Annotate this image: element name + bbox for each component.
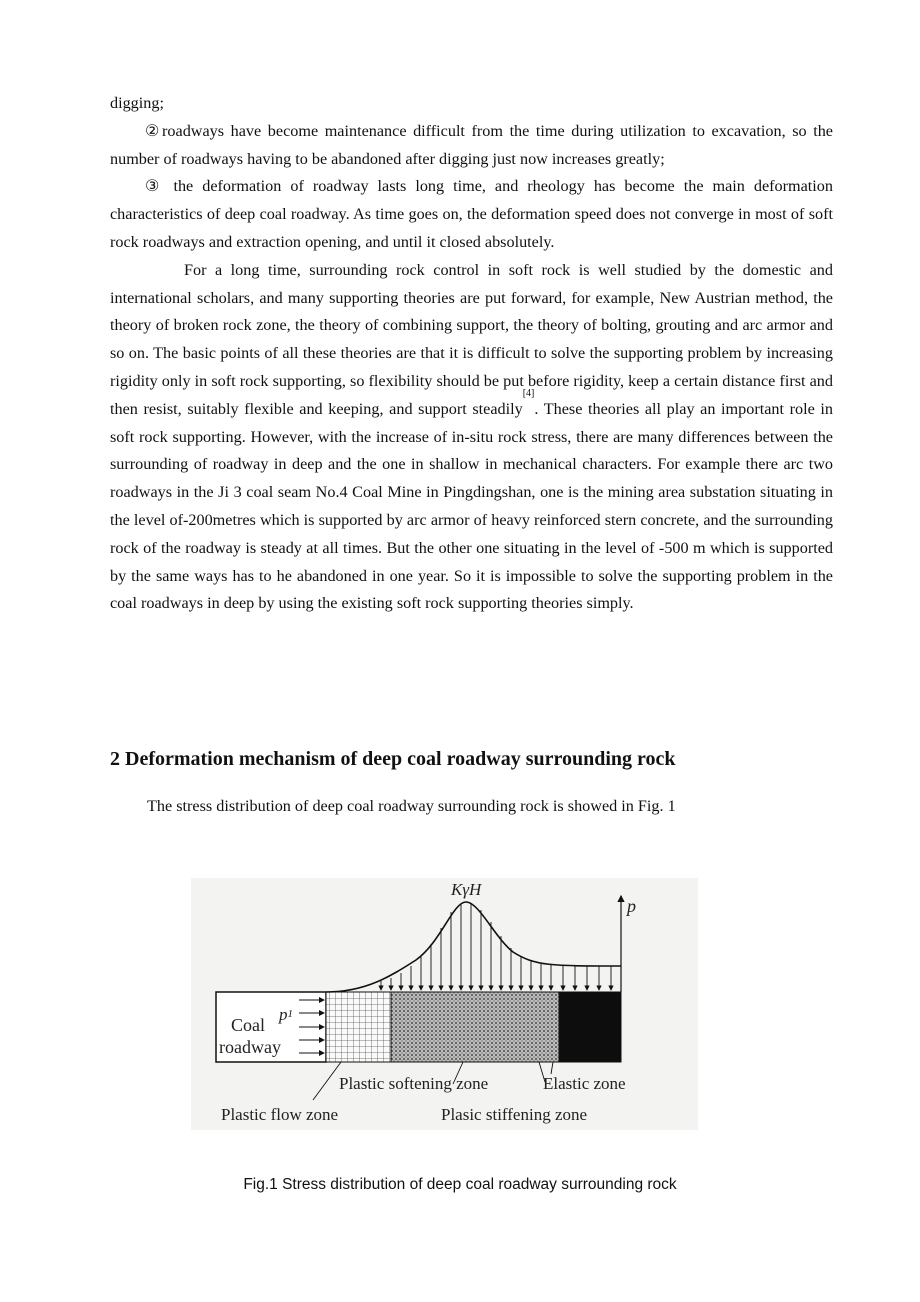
body-text-top <box>110 90 833 618</box>
paragraph-text: For a long time, surrounding rock control in soft rock is well studied by the domestic and international scholars, and many supporting theories are put forward, for example, New Austrian method, the theory of broken rock zone, the theory of combining support, the theory of bolting, grouting and arc armor and so on. The basic points of all these theories are that it is difficult to solve the supporting problem by increasing rigidity only in soft rock supporting, so flexibility should be put before rigidity, keep a certain distance first and then resist, suitably flexible and keeping, and support steadily <box>110 260 833 418</box>
paragraph <box>110 257 833 618</box>
stress-curve <box>326 902 621 992</box>
plastic-softening-zone-area <box>391 992 559 1062</box>
paragraph-text: . These theories all play an important role in soft rock supporting. However, with the increase of in-situ rock stress, there are many differences between the surrounding of roadway in deep and the one in shallow in mechanical characters. For example there arc two roadways in the Ji 3 coal seam No.4 Coal Mine in Pingdingshan, one is the mining area substation situating in the level of-200metres which is supported by arc armor of heavy reinforced stern concrete, and the surrounding rock of the roadway is steady at all times. But the other one situating in the level of -500 m which is supported by the same ways has to he abandoned in one year. So it is impossible to solve the supporting problem in the coal roadways in deep by using the existing soft rock supporting theories simply. <box>110 399 833 613</box>
peak-label: KγH <box>451 880 482 899</box>
zone-softening-label: Plastic softening zone <box>339 1074 489 1093</box>
p1-label: p1 <box>279 1005 293 1024</box>
roadway-label: roadway <box>219 1037 281 1057</box>
paragraph: digging; <box>110 94 164 112</box>
plastic-flow-zone-area <box>326 992 391 1062</box>
stress-arrows <box>381 904 611 990</box>
zone-stiffening-label: Plasic stiffening zone <box>441 1105 588 1124</box>
paragraph: ②roadways have become maintenance difficult from the time during utilization to excavation, so the number of roadways having to be abandoned after digging just now increases greatly; <box>110 121 833 168</box>
elastic-zone-area <box>559 992 621 1062</box>
paragraph: ③ the deformation of roadway lasts long time, and rheology has become the main deformation characteristics of deep coal roadway. As time goes on, the deformation speed does not converge in most of soft rock roadways and extraction opening, and until it closed absolutely. <box>110 177 833 251</box>
citation[interactable]: [4] <box>522 387 535 399</box>
figure-stress-distribution <box>191 878 698 1130</box>
axis-label: p <box>627 896 636 916</box>
section-intro: The stress distribution of deep coal roadway surrounding rock is showed in Fig. 1 <box>147 797 676 815</box>
figure-caption: Fig.1 Stress distribution of deep coal roadway surrounding rock <box>243 1176 677 1193</box>
section-heading: 2 Deformation mechanism of deep coal roadway surrounding rock <box>110 748 676 770</box>
zone-flow-label: Plastic flow zone <box>221 1105 339 1124</box>
coal-label: Coal <box>231 1015 265 1035</box>
zone-elastic-label: Elastic zone <box>543 1074 626 1093</box>
